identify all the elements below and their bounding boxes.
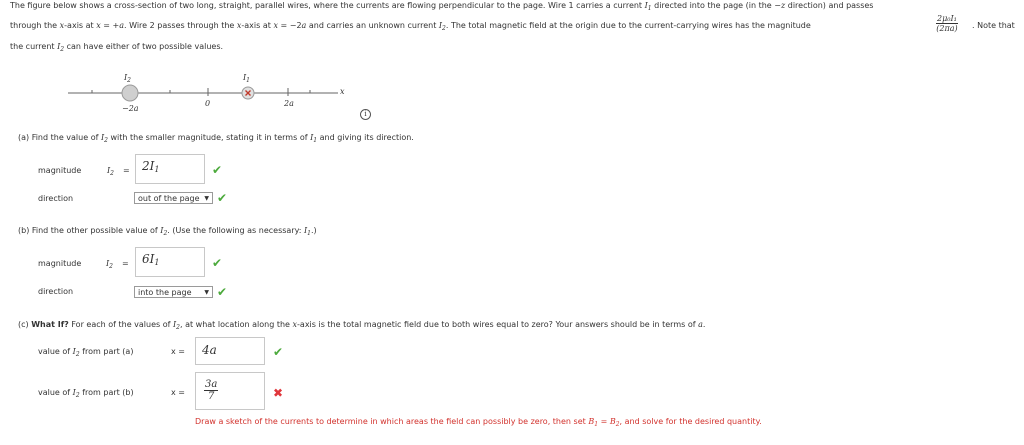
sym-x: x [292, 320, 298, 329]
select-value: into the page [138, 288, 192, 297]
sym-I2: $I_2$ [106, 259, 113, 270]
part-c-row-a-label [38, 347, 133, 358]
answer-text: I [149, 252, 155, 266]
dropdown-arrow-icon: ▼ [204, 195, 209, 202]
sym-z: z [780, 1, 786, 10]
fraction-denominator: (2πa) [936, 24, 958, 33]
part-b-magnitude-label: magnitude [38, 259, 82, 268]
sym-B2: $B_2$ [609, 417, 620, 428]
part-b-direction-label: direction [38, 287, 74, 296]
x-axis-label: x [340, 87, 345, 96]
correct-check-icon: ✔ [217, 191, 228, 205]
part-c-row-b-input[interactable] [195, 372, 265, 410]
incorrect-cross-icon: ✖ [273, 386, 284, 400]
select-value: out of the page [138, 194, 200, 203]
what-if-label: What If? [31, 320, 69, 329]
part-c-row-a-input[interactable]: 4a [195, 337, 265, 365]
intro-text: The figure below shows a cross-section of two long, straight, parallel wires, where the currents are flowing perpendicular to the page. Wire 1 carries a current [10, 1, 645, 10]
prompt-text: For each of the values of [68, 320, 173, 329]
prompt-text: . [702, 320, 706, 329]
fraction-numerator: 2μ₀I₁ [937, 14, 957, 23]
sym-I2: $I_2$ [107, 166, 114, 177]
intro-text: direction) and passes [785, 1, 874, 10]
intro-text: -axis at [64, 21, 97, 30]
sym-x: x [236, 21, 242, 30]
tick-label-zero: 0 [205, 99, 211, 108]
part-b-prompt [18, 226, 317, 237]
sym-x: x [59, 21, 65, 30]
sym-I2: $I_2$ [438, 21, 446, 32]
label-text: value of [38, 388, 73, 397]
hint-part: = [598, 417, 610, 426]
label-text: value of [38, 347, 73, 356]
intro-text: -axis at [241, 21, 274, 30]
part-c-row-b-label [38, 388, 134, 399]
intro-text: can have either of two possible values. [64, 42, 224, 51]
intro-line-1 [10, 1, 873, 12]
intro-text: = −2 [277, 21, 302, 30]
correct-check-icon: ✔ [273, 345, 284, 359]
wire-2-label: $I_2$ [124, 73, 131, 84]
answer-text: I [149, 159, 155, 173]
sym-I1: $I_1$ [310, 133, 318, 144]
intro-line-3 [10, 42, 223, 53]
prompt-text: -axis is the total magnetic field due to both wires equal to zero? Your answers should be in terms of [297, 320, 699, 329]
sym-I1: $I_1$ [644, 1, 652, 12]
answer-text: 2 [142, 159, 150, 173]
prompt-text: , at what location along the [179, 320, 293, 329]
wire-figure [60, 62, 370, 124]
part-b-direction-select[interactable] [134, 286, 213, 298]
equals-sign: = [122, 259, 129, 268]
part-a-magnitude-input[interactable]: $2I_1$ [135, 154, 205, 184]
dropdown-arrow-icon: ▼ [204, 289, 209, 296]
prompt-text: . (Use the following as necessary: [167, 226, 304, 235]
part-a-direction-select[interactable] [134, 192, 213, 204]
intro-note: . Note that [972, 21, 1015, 30]
wire-1-label: $I_1$ [243, 73, 250, 84]
sym-x: x [273, 21, 278, 30]
sym-I2: $I_2$ [160, 226, 168, 237]
x-equals-label: x = [171, 388, 185, 397]
intro-text: . The total magnetic field at the origin due to the current-carrying wires has the magnitude [445, 21, 811, 30]
sym-I2: $I_2$ [172, 320, 180, 331]
info-icon[interactable]: i [360, 109, 371, 120]
hint-part: Draw a sketch of the currents to determine in which areas the field can possibly be zero, then set [195, 417, 589, 426]
answer-text: 6 [142, 252, 150, 266]
hint-text [195, 417, 762, 428]
part-a-direction-label: direction [38, 194, 74, 203]
intro-text: directed into the page (in the − [651, 1, 781, 10]
fraction-numerator: 3a [205, 379, 218, 390]
prompt-text: with the smaller magnitude, stating it in terms of [107, 133, 311, 142]
intro-text: through the [10, 21, 60, 30]
sym-a: a [301, 21, 307, 30]
correct-check-icon: ✔ [212, 163, 223, 177]
part-c-prompt [18, 320, 705, 331]
sym-I1: $I_1$ [304, 226, 311, 237]
intro-text: . Wire 2 passes through the [124, 21, 237, 30]
equals-sign: = [123, 166, 130, 175]
part-a-magnitude-label: magnitude [38, 166, 82, 175]
sym-a: a [119, 21, 125, 30]
label-text: from part (a) [79, 347, 134, 356]
sym-B1: $B_1$ [588, 417, 599, 428]
prompt-text: (c) [18, 320, 32, 329]
intro-text: and carries an unknown current [306, 21, 439, 30]
tick-label-neg-2a: −2a [122, 104, 139, 113]
prompt-text: (b) Find the other possible value of [18, 226, 161, 235]
sym-I2: $I_2$ [57, 42, 65, 53]
label-text: from part (b) [79, 388, 134, 397]
sym-x: x [96, 21, 101, 30]
wire-2-circle [122, 85, 138, 101]
field-magnitude-fraction [936, 14, 958, 33]
intro-text: the current [10, 42, 58, 51]
prompt-text: .) [311, 226, 317, 235]
tick-label-2a: 2a [284, 99, 294, 108]
part-a-prompt [18, 133, 414, 144]
correct-check-icon: ✔ [212, 256, 223, 270]
sym-I2: $I_2$ [100, 133, 108, 144]
x-equals-label: x = [171, 347, 185, 356]
sym-a: a [698, 320, 703, 329]
prompt-text: (a) Find the value of [18, 133, 101, 142]
intro-line-2 [10, 21, 811, 32]
sym-I2: $I_2$ [72, 347, 80, 358]
part-b-magnitude-input[interactable]: $6I_1$ [135, 247, 205, 277]
sym-I2: $I_2$ [72, 388, 80, 399]
prompt-text: and giving its direction. [317, 133, 414, 142]
intro-text: = + [100, 21, 120, 30]
fraction-denominator: 7 [207, 391, 215, 402]
correct-check-icon: ✔ [217, 285, 228, 299]
hint-part: , and solve for the desired quantity. [619, 417, 762, 426]
